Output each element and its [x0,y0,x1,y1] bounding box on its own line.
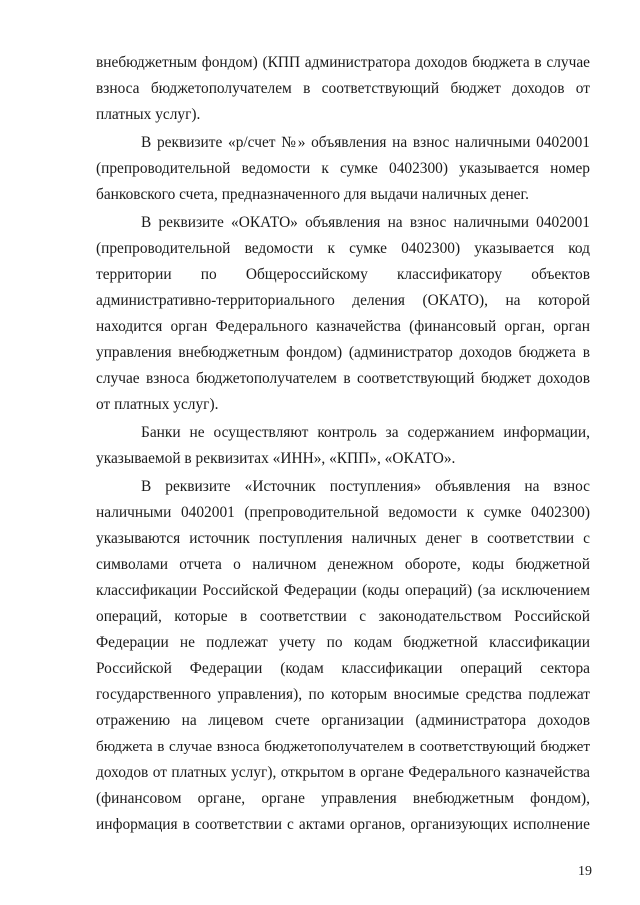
text-line: доходов от платных услуг), открытом в органе Федерального казначейства [96,764,590,781]
text-line: управления внебюджетным фондом) (администратор доходов бюджета в [96,344,590,361]
text-line: символами отчета о наличном денежном обороте, коды бюджетной [96,556,590,573]
page-number: 19 [578,864,592,879]
text-line: (финансовом органе, органе управления внебюджетным фондом), [96,790,590,807]
text-line: банковского счета, предназначенного для выдачи наличных денег. [96,186,529,203]
text-line: платных услуг). [96,106,201,123]
text-line: (препроводительной ведомости к сумке 0402300) указывается номер [96,160,590,177]
text-line: государственного управления), по которым вносимые средства подлежат [96,686,590,703]
text-line: операций, которые в соответствии с законодательством Российской [96,608,590,625]
text-line: от платных услуг). [96,396,219,413]
text-line: внебюджетным фондом) (КПП администратора доходов бюджета в случае [96,54,590,71]
text-line: Федерации не подлежат учету по кодам бюджетной классификации [96,634,590,651]
text-line: классификации Российской Федерации (коды операций) (за исключением [96,582,590,599]
text-line: В реквизите «р/счет №» объявления на взнос наличными 0402001 [141,134,590,151]
text-line: находится орган Федерального казначейства (финансовый орган, орган [96,318,590,335]
text-line: административно-территориального деления (ОКАТО), на которой [96,292,590,309]
text-line: В реквизите «Источник поступления» объявления на взнос [141,478,590,495]
text-line: Российской Федерации (кодам классификации операций сектора [96,660,590,677]
text-line: информация в соответствии с актами органов, организующих исполнение [96,816,590,833]
text-line: указываются источник поступления наличных денег в соответствии с [96,530,590,547]
text-line: В реквизите «ОКАТО» объявления на взнос наличными 0402001 [141,214,590,231]
text-line: случае взноса бюджетополучателем в соответствующий бюджет доходов [96,370,590,387]
text-line: территории по Общероссийскому классификатору объектов [96,266,590,283]
text-line: Банки не осуществляют контроль за содержанием информации, [141,424,590,441]
text-line: указываемой в реквизитах «ИНН», «КПП», «ОКАТО». [96,450,456,467]
text-line: бюджета в случае взноса бюджетополучателем в соответствующий бюджет [96,738,590,755]
text-line: наличными 0402001 (препроводительной ведомости к сумке 0402300) [96,504,590,521]
text-line: отражению на лицевом счете организации (администратора доходов [96,712,590,729]
text-line: (препроводительной ведомости к сумке 0402300) указывается код [96,240,590,257]
text-line: взноса бюджетополучателем в соответствующий бюджет доходов от [96,80,590,97]
